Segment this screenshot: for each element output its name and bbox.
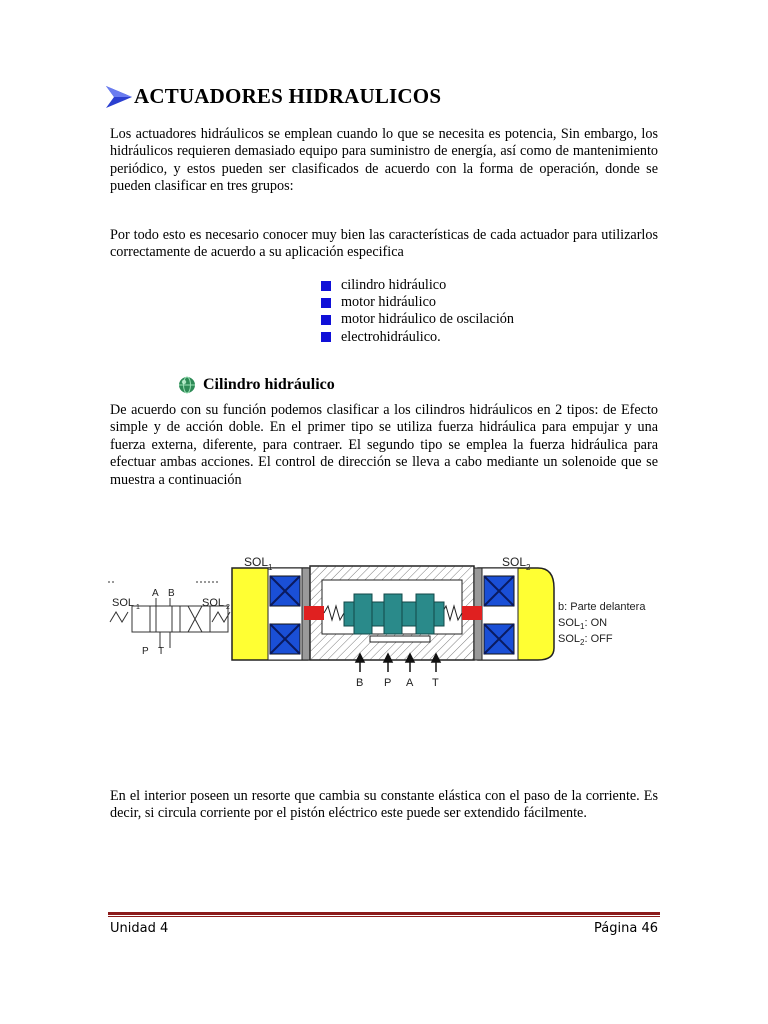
list-item: motor hidráulico (321, 294, 514, 311)
svg-text:1: 1 (136, 604, 140, 611)
spool (344, 594, 444, 634)
square-bullet-icon (321, 332, 331, 342)
subsection-heading: Cilindro hidráulico (178, 376, 335, 394)
svg-text:SOL: SOL (112, 597, 135, 609)
svg-text:T: T (158, 646, 165, 657)
cylinder-types-paragraph: De acuerdo con su función podemos clasificar a los cilindros hidráulicos en 2 tipos: de Efecto simple y de acción doble. En el primer tipo se utiliza fuerza hidráulica para empujar y una fuerza externa, diferente, para contraer. El segundo tipo se emplea la fuerza hidráulica para efectuar ambas acciones. El control de dirección se lleva a cabo mediante un solenoide que se muestra a continuación (110, 402, 658, 488)
spring-paragraph: En el interior poseen un resorte que cambia su constante elástica con el paso de la corriente. Es decir, si circula corriente por el pistón eléctrico este puede ser extendido fácilmente. (110, 788, 658, 822)
svg-text:2: 2 (526, 563, 531, 572)
svg-text:P: P (384, 677, 392, 689)
svg-text:b: Parte delantera: b: Parte delantera (558, 601, 646, 613)
svg-text:1: 1 (268, 563, 273, 572)
svg-text:2: 2 (226, 604, 230, 611)
page-footer (110, 921, 658, 936)
svg-text:T: T (432, 677, 439, 689)
square-bullet-icon (321, 298, 331, 308)
svg-text:B: B (168, 588, 175, 599)
svg-text:B: B (356, 677, 364, 689)
svg-text:SOL2: OFF: $SOL_2$: OFF (558, 633, 613, 647)
square-bullet-icon (321, 281, 331, 291)
page-number: Página 46 (594, 921, 658, 936)
footer-unit: Unidad 4 (110, 921, 169, 936)
title-text: ACTUADORES HIDRAULICOS (134, 84, 442, 108)
svg-text:P: P (142, 646, 149, 657)
section-title (106, 84, 441, 109)
list-item: motor hidráulico de oscilación (321, 311, 514, 328)
solenoid-valve-diagram (108, 548, 660, 690)
svg-text:SOL: SOL (502, 555, 527, 569)
actuator-types-list (321, 277, 514, 346)
list-item: electrohidráulico. (321, 329, 514, 346)
list-item: cilindro hidráulico (321, 277, 514, 294)
square-bullet-icon (321, 315, 331, 325)
svg-text:SOL1: ON: $SOL_1$: ON (558, 617, 608, 631)
intro-paragraph: Los actuadores hidráulicos se emplean cuando lo que se necesita es potencia, Sin embargo, los hidráulicos requieren demasiado equipo para suministro de energía, así como de mantenimiento periódico, y estos pueden ser clasificados de acuerdo con la forma de operación, donde se pueden clasificar en tres grupos: (110, 126, 658, 195)
svg-text:SOL: SOL (244, 555, 269, 569)
characteristics-paragraph: Por todo esto es necesario conocer muy bien las características de cada actuador para utilizarlos correctamente de acuerdo a su aplicación especifica (110, 227, 658, 261)
svg-text:SOL: SOL (202, 597, 225, 609)
footer-divider (108, 912, 660, 918)
arrow-bullet-icon (106, 86, 132, 108)
svg-text:A: A (406, 677, 414, 689)
svg-text:A: A (152, 588, 159, 599)
globe-icon (178, 376, 196, 394)
